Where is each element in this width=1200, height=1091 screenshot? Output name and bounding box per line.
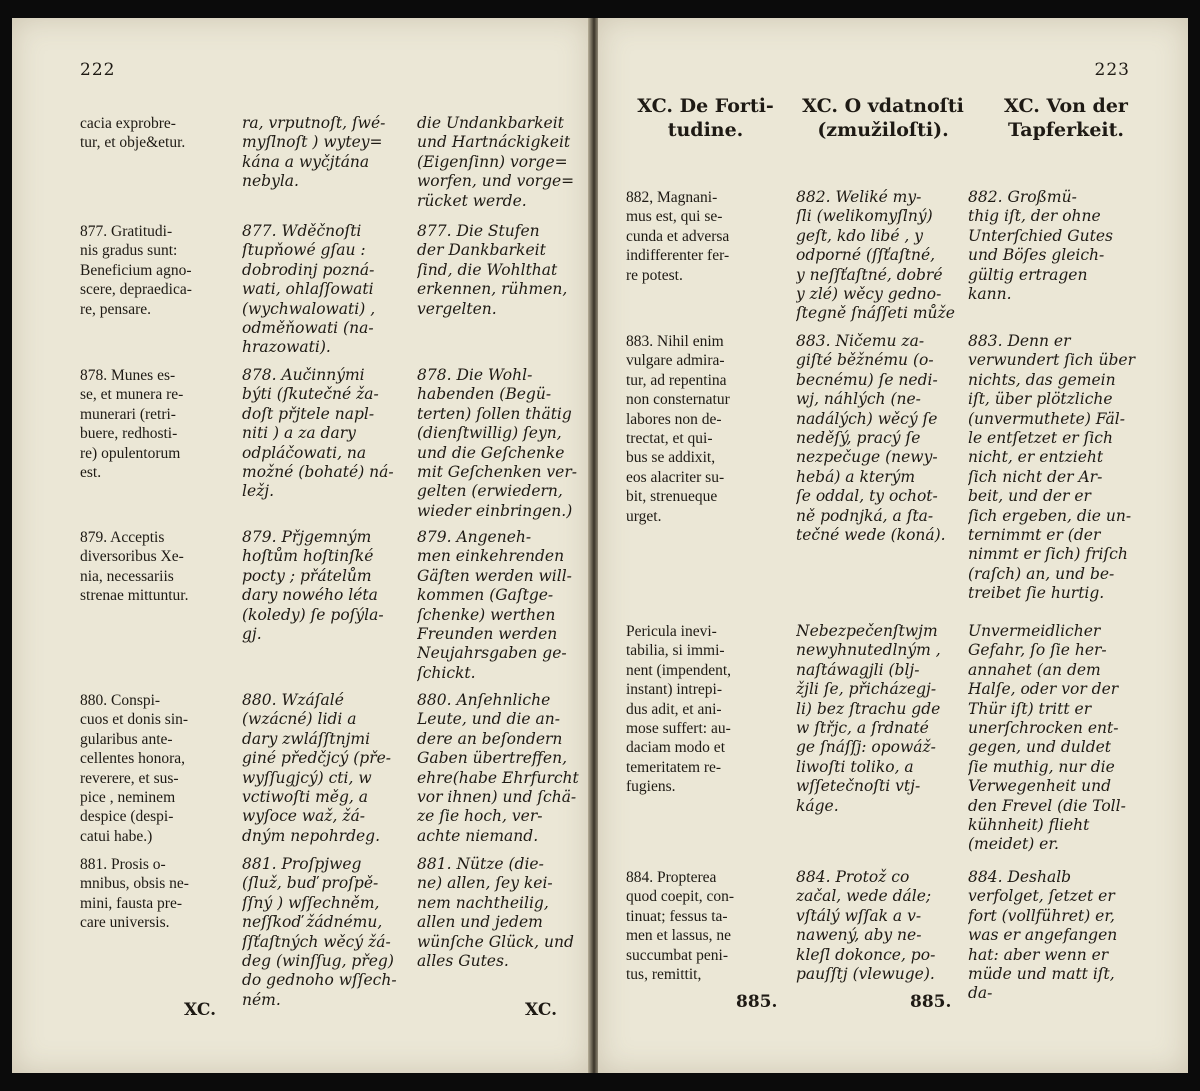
text-line: newyhnutedlným , (796, 641, 941, 660)
text-line: fort (vollführet) er, (968, 906, 1115, 925)
text-line: re potest. (626, 266, 683, 284)
text-line: Neujahrsgaben ge- (417, 644, 567, 663)
page-number: 223 (1094, 60, 1130, 80)
text-line: vulgare admira- (626, 352, 725, 370)
text-line: hat: aber wenn er (968, 945, 1109, 964)
text-line: nadálých) wěcý ſe (796, 409, 938, 428)
entry-883 (968, 332, 1158, 604)
text-line: odporné (ſſťaſtné, (796, 246, 936, 265)
text-line: und die Geſchenke (417, 443, 565, 462)
text-line: (unvermuthete) Fäl- (968, 409, 1125, 428)
entry-cont (242, 114, 424, 192)
text-line: doſt přjtele napl- (242, 404, 375, 423)
text-line: non consternatur (626, 391, 730, 409)
text-line: hebá) a kterým (796, 467, 916, 486)
text-line: achte niemand. (417, 826, 539, 845)
text-line: nia, necessariis (80, 567, 174, 585)
chapter-heading-czech: XC. O vdatnoſti (zmužiloſti). (802, 95, 964, 141)
text-line: začal, wede dále; (796, 887, 932, 906)
entry-cont (417, 114, 589, 211)
text-line: (raſch) an, und be- (968, 564, 1115, 583)
text-line: unerſchrocken ent- (968, 719, 1119, 738)
latin-column (80, 114, 252, 964)
text-line: nimmt er ſich) friſch (968, 545, 1128, 564)
text-line: succumbat peni- (626, 946, 729, 964)
text-line: buere, redhosti- (80, 425, 178, 443)
text-line: Halſe, oder vor der (968, 680, 1119, 699)
text-line: odpláčowati, na (242, 443, 367, 462)
text-line: tinuat; fessus ta- (626, 907, 728, 925)
entry-881 (80, 855, 252, 933)
text-line: ze ſie hoch, ver- (417, 807, 543, 826)
text-line: Gäſten werden will- (417, 566, 572, 585)
text-line: da- (968, 984, 993, 1003)
text-line: 883. Denn er (968, 332, 1071, 350)
entry-882 (968, 188, 1158, 304)
text-line: temeritatem re- (626, 758, 722, 776)
text-line: (meidet) er. (968, 835, 1059, 854)
entry-878 (417, 366, 589, 521)
text-line: annahet (an dem (968, 660, 1101, 679)
entry-879 (242, 528, 424, 644)
text-line: 880. Wzáſalé (242, 691, 344, 709)
text-line: dobrodinj pozná- (242, 260, 375, 279)
text-line: trectat, et qui- (626, 430, 713, 448)
text-line: odměňowati (na- (242, 319, 374, 338)
text-line: Pericula inevi- (626, 623, 717, 640)
text-line: terten) ſollen thätig (417, 404, 572, 423)
text-line: Freunden werden (417, 625, 558, 644)
page-number: 222 (80, 60, 116, 80)
text-line: gegen, und duldet (968, 738, 1112, 757)
text-line: 879. Přjgemným (242, 528, 372, 546)
entry-883 (626, 332, 798, 526)
german-column (417, 114, 589, 984)
text-line: dary zwláſſtnjmi (242, 729, 371, 748)
text-line: ſchickt. (417, 663, 476, 682)
text-line: dary nowého léta (242, 586, 378, 605)
catchword: 885. (910, 992, 952, 1012)
text-line: kühnheit) flieht (968, 816, 1090, 835)
text-line: žjli ſe, přicházegj- (796, 680, 937, 699)
text-line: und Böſes gleich- (968, 246, 1105, 265)
text-line: eos alacriter su- (626, 468, 725, 486)
text-line: mus est, qui se- (626, 208, 723, 226)
text-line: (koledy) ſe poſýla- (242, 605, 384, 624)
text-line: nem nachtheilig, (417, 893, 549, 912)
text-line: kommen (Gaſtge- (417, 586, 554, 605)
text-line: 884. Deshalb (968, 868, 1072, 886)
text-line: müde und matt iſt, (968, 965, 1115, 984)
text-line: und Hartnáckigkeit (417, 133, 571, 152)
text-line: 883. Ničemu za- (796, 332, 925, 350)
text-line: možné (bohaté) ná- (242, 463, 394, 482)
text-line: 881. Proſpjweg (242, 855, 362, 873)
text-line: instant) intrepi- (626, 681, 722, 699)
text-line: ſe oddal, ty ochot- (796, 487, 938, 506)
text-line: wſſetečnoſti vtj- (796, 777, 921, 796)
text-line: neſſkoď žádnému, (242, 913, 383, 932)
text-line: ſich nicht der Ar- (968, 467, 1103, 486)
text-line: (ſluž, buď proſpě- (242, 874, 379, 893)
text-line: treibet ſie hurtig. (968, 584, 1105, 603)
entry-pericula (626, 622, 798, 797)
text-line: 878. Aučinnými (242, 366, 365, 384)
text-line: (Eigenſinn) vorge= (417, 152, 568, 171)
text-line: Gefahr, ſo ſie her- (968, 641, 1107, 660)
text-line: 877. Gratitudi- (80, 223, 173, 240)
text-line: fugiens. (626, 778, 676, 796)
text-line: cacia exprobre- (80, 115, 176, 132)
text-line: vctiwoſti měg, a (242, 788, 368, 807)
text-line: 877. Die Stufen (417, 222, 540, 240)
text-line: giſté běžnému (o- (796, 351, 934, 370)
text-line: kleſl dokonce, po- (796, 945, 936, 964)
text-line: myſlnoſt ) wytey= (242, 133, 383, 152)
text-line: w ſtřjc, a ſrdnaté (796, 719, 929, 738)
text-line: vergelten. (417, 299, 497, 318)
text-line: bit, strenueque (626, 488, 718, 506)
text-line: le entſetzet er ſich (968, 429, 1113, 448)
text-line: re) opulentorum (80, 444, 181, 462)
text-line: Thür iſt) tritt er (968, 699, 1092, 718)
text-line: káge. (796, 796, 839, 815)
text-line: (dienſtwillig) ſeyn, (417, 424, 562, 443)
text-line: men einkehrenden (417, 547, 565, 566)
text-line: nawený, aby ne- (796, 926, 922, 945)
entry-882 (796, 188, 976, 324)
text-line: bus se addixit, (626, 449, 716, 467)
entry-877 (80, 222, 252, 319)
text-line: giné předčjcý (pře- (242, 749, 392, 768)
text-line: 878. Munes es- (80, 367, 176, 384)
text-line: 883. Nihil enim (626, 333, 724, 350)
text-line: worfen, und vorge= (417, 172, 575, 191)
text-line: beit, und der er (968, 487, 1091, 506)
text-line: 882. Weliké my- (796, 188, 922, 206)
text-line: li) bez ſtrachu gde (796, 699, 941, 718)
text-line: neděſý, pracý ſe (796, 429, 921, 448)
chapter-heading-german: XC. Von der Tapferkeit. (1004, 95, 1128, 141)
entry-882 (626, 188, 798, 285)
text-line: mit Geſchenken ver- (417, 463, 577, 482)
entry-884 (626, 868, 798, 984)
text-line: dere an beſondern (417, 729, 563, 748)
text-line: re, pensare. (80, 300, 151, 318)
text-line: kána a wyčjtána (242, 152, 370, 171)
text-line: men et lassus, ne (626, 927, 732, 945)
text-line: hoſtům hoſtinſké (242, 547, 374, 566)
text-line: rücket werde. (417, 191, 527, 210)
text-line: ſtupňowé gſau : (242, 241, 366, 260)
text-line: Unterſchied Gutes (968, 226, 1113, 245)
text-line: tus, remittit, (626, 966, 702, 984)
text-line: (wychwalowati) , (242, 299, 376, 318)
text-line: do gednoho wſſech- (242, 971, 397, 990)
text-line: 878. Die Wohl- (417, 366, 533, 384)
catchword: 885. (736, 992, 778, 1012)
text-line: labores non de- (626, 410, 722, 428)
text-line: mnibus, obsis ne- (80, 875, 189, 893)
text-line: daciam modo et (626, 739, 725, 757)
text-line: munerari (retri- (80, 405, 176, 423)
entry-878 (80, 366, 252, 482)
text-line: ſich ergeben, die un- (968, 506, 1132, 525)
text-line: 880. Conspi- (80, 692, 161, 709)
czech-column (796, 172, 976, 1002)
entry-879 (80, 528, 252, 606)
text-line: 884. Propterea (626, 869, 717, 886)
entry-879 (417, 528, 589, 683)
text-line: ſie muthig, nur die (968, 757, 1115, 776)
text-line: pice , neminem (80, 789, 176, 807)
text-line: wj, náhlých (ne- (796, 390, 921, 409)
text-line: ſſťaſtných wěcý žá- (242, 932, 391, 951)
text-line: wünſche Glück, und (417, 932, 574, 951)
left-page (12, 18, 590, 1073)
text-line: wieder einbringen.) (417, 501, 573, 520)
text-line: gj. (242, 625, 262, 644)
text-line: cellentes honora, (80, 750, 186, 768)
text-line: care universis. (80, 914, 170, 932)
text-line: erkennen, rühmen, (417, 280, 568, 299)
text-line: ſtegně ſnáſſeti může (796, 304, 955, 323)
text-line: tabilia, si immi- (626, 642, 725, 660)
text-line: 881. Prosis o- (80, 856, 166, 873)
text-line: mini, fausta pre- (80, 894, 183, 912)
text-line: hrazowati). (242, 338, 331, 357)
text-line: 882. Großmü- (968, 188, 1077, 206)
text-line: vor ihnen) und ſchä- (417, 788, 577, 807)
text-line: mose suffert: au- (626, 720, 731, 738)
text-line: catui habe.) (80, 827, 153, 845)
text-line: gültig ertragen (968, 265, 1088, 284)
text-line: wati, ohlaſſowati (242, 280, 374, 299)
entry-877 (417, 222, 589, 319)
text-line: 877. Wděčnoſti (242, 222, 362, 240)
text-line: der Dankbarkeit (417, 241, 546, 260)
text-line: despice (despi- (80, 808, 174, 826)
text-line: ně podnjká, a ſta- (796, 506, 934, 525)
text-line: reverere, et sus- (80, 769, 179, 787)
entry-pericula (796, 622, 976, 816)
text-line: nicht, er entzieht (968, 448, 1104, 467)
text-line: Nebezpečenſtwjm (796, 622, 938, 640)
text-line: verwundert ſich über (968, 351, 1136, 370)
text-line: nichts, das gemein (968, 370, 1116, 389)
catchword: XC. (525, 1000, 558, 1020)
text-line: ſchenke) werthen (417, 605, 556, 624)
text-line: Unvermeidlicher (968, 622, 1101, 640)
text-line: 881. Nütze (die- (417, 855, 544, 873)
text-line: naſtáwagjli (blj- (796, 660, 920, 679)
text-line: quod coepit, con- (626, 888, 735, 906)
text-line: strenae mittuntur. (80, 587, 189, 605)
text-line: pocty ; přátelům (242, 566, 372, 585)
text-line: niti ) a za dary (242, 424, 356, 443)
text-line: est. (80, 464, 102, 482)
text-line: indifferenter fer- (626, 247, 730, 265)
text-line: liwoſti toliko, a (796, 757, 914, 776)
czech-column (242, 114, 424, 1014)
text-line: nent (impendent, (626, 661, 732, 679)
text-line: Beneficium agno- (80, 261, 192, 279)
text-line: alles Gutes. (417, 952, 509, 971)
text-line: y zlé) wěcy gedno- (796, 285, 942, 304)
text-line: ge ſnáſſj: opowáž- (796, 738, 936, 757)
text-line: ſli (welikomyſlný) (796, 207, 933, 226)
text-line: nebyla. (242, 172, 299, 191)
text-line: urget. (626, 507, 662, 525)
text-line: verfolget, ſetzet er (968, 887, 1115, 906)
text-line: se, et munera re- (80, 386, 184, 404)
text-line: ſſný ) wſſechněm, (242, 893, 380, 912)
text-line: iſt, über plötzliche (968, 390, 1113, 409)
text-line: 879. Angeneh- (417, 528, 532, 546)
text-line: ra, vrputnoſt, ſwé- (242, 114, 386, 132)
text-line: tečné wede (koná). (796, 526, 946, 545)
german-column (968, 172, 1158, 1012)
text-line: scere, depraedica- (80, 281, 192, 299)
text-line: cuos et donis sin- (80, 711, 189, 729)
entry-884 (968, 868, 1158, 1004)
entry-883 (796, 332, 976, 545)
entry-cont (80, 114, 252, 153)
chapter-heading-latin: XC. De Forti- tudine. (637, 95, 774, 141)
text-line: allen und jedem (417, 913, 543, 932)
text-line: y neſſťaſtné, dobré (796, 265, 943, 284)
text-line: 879. Acceptis (80, 529, 165, 546)
text-line: tur, et obje&etur. (80, 134, 186, 152)
text-line: ne) allen, ſey kei- (417, 874, 553, 893)
text-line: habenden (Begü- (417, 385, 552, 404)
entry-880 (417, 691, 589, 846)
entry-880 (80, 691, 252, 846)
text-line: cunda et adversa (626, 227, 730, 245)
latin-column (626, 172, 798, 1002)
entry-881 (242, 855, 424, 1010)
entry-884 (796, 868, 976, 984)
entry-pericula (968, 622, 1158, 855)
text-line: wyſoce waž, žá- (242, 807, 366, 826)
text-line: geſt, kdo libé , y (796, 226, 924, 245)
text-line: den Frevel (die Toll- (968, 796, 1126, 815)
catchword: XC. (184, 1000, 217, 1020)
text-line: kann. (968, 285, 1012, 304)
text-line: was er angefangen (968, 926, 1118, 945)
text-line: dným nepohrdeg. (242, 826, 381, 845)
entry-881 (417, 855, 589, 971)
text-line: býti (ſkutečné ža- (242, 385, 379, 404)
text-line: wyſſugjcý) cti, w (242, 768, 372, 787)
entry-878 (242, 366, 424, 502)
text-line: nis gradus sunt: (80, 242, 178, 260)
text-line: Leute, und die an- (417, 710, 560, 729)
text-line: pauſſtj (vlewuge). (796, 965, 935, 984)
text-line: dus adit, et ani- (626, 700, 722, 718)
text-line: deg (winſſug, přeg) (242, 952, 394, 971)
text-line: Verwegenheit und (968, 777, 1112, 796)
text-line: vſtálý wſſak a v- (796, 906, 922, 925)
entry-880 (242, 691, 424, 846)
text-line: 880. Anſehnliche (417, 691, 551, 709)
text-line: thig iſt, der ohne (968, 207, 1101, 226)
entry-877 (242, 222, 424, 358)
text-line: ehre(habe Ehrfurcht (417, 768, 579, 787)
text-line: becnému) ſe nedi- (796, 370, 938, 389)
text-line: gelten (erwiedern, (417, 482, 563, 501)
text-line: die Undankbarkeit (417, 114, 564, 132)
right-page (598, 18, 1188, 1073)
text-line: gularibus ante- (80, 730, 173, 748)
text-line: tur, ad repentina (626, 371, 727, 389)
text-line: diversoribus Xe- (80, 548, 184, 566)
text-line: (wzácné) lidi a (242, 710, 357, 729)
text-line: ſind, die Wohlthat (417, 260, 558, 279)
text-line: ném. (242, 990, 281, 1009)
text-line: nezpečuge (newy- (796, 448, 938, 467)
text-line: 882, Magnani- (626, 189, 718, 206)
text-line: Gaben übertreffen, (417, 749, 567, 768)
text-line: ternimmt er (der (968, 526, 1101, 545)
text-line: ležj. (242, 482, 275, 501)
text-line: 884. Protož co (796, 868, 910, 886)
